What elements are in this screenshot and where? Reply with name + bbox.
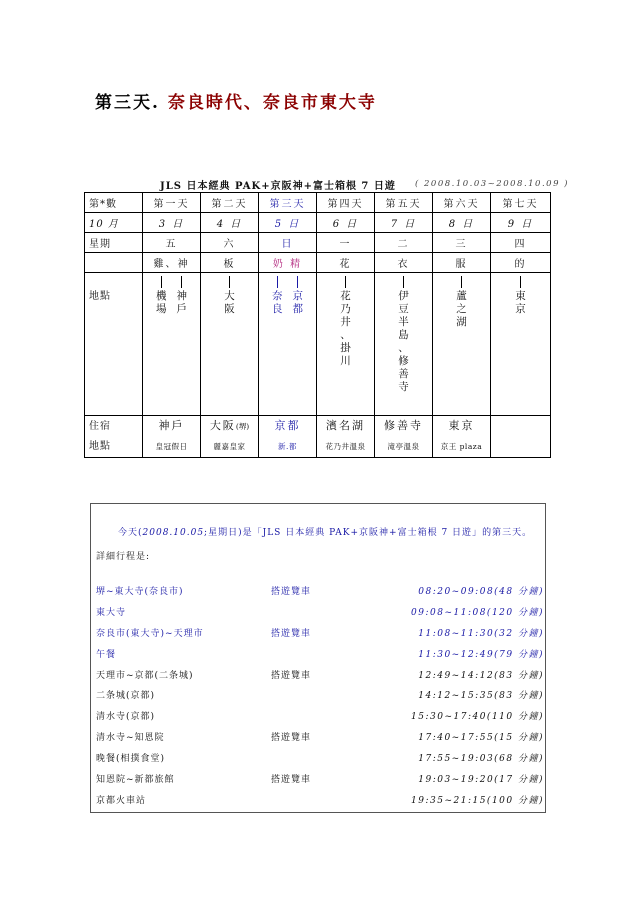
itinerary-list: [96, 584, 544, 814]
place-vertical: 伊 豆 半 島 、 修 善 寺: [398, 276, 409, 415]
itinerary-row: [96, 626, 544, 647]
table-cell: [85, 416, 143, 458]
itinerary-row: [96, 751, 544, 772]
table-cell: 第*數: [85, 193, 143, 213]
stay-city: 京都: [274, 419, 301, 432]
itinerary-time: 12:49~14:12(83 分鐘): [418, 670, 544, 681]
table-cell: 第六天: [433, 193, 491, 213]
itinerary-place: 京都火車站: [96, 795, 147, 806]
table-cell-current-day: 第三天: [259, 193, 317, 213]
itinerary-time: 11:08~11:30(32 分鐘): [418, 628, 544, 639]
stay-hotel: 新.都: [278, 442, 297, 451]
row-theme: [85, 253, 551, 273]
itinerary-place: 奈良市(東大寺)~天理市: [96, 628, 204, 639]
itinerary-row: [96, 730, 544, 751]
intro-line-2: 詳細行程是:: [96, 552, 151, 562]
table-cell: 三: [433, 233, 491, 253]
row-days: [85, 193, 551, 213]
table-cell: 星期: [85, 233, 143, 253]
itinerary-time: 08:20~09:08(48 分鐘): [418, 587, 544, 597]
place-vertical: 京 都: [293, 276, 304, 415]
place-cell: [201, 273, 259, 416]
stay-cell: [317, 416, 375, 458]
table-cell: 花: [317, 253, 375, 273]
itinerary-time: 19:03~19:20(17 分鐘): [418, 775, 544, 786]
title-day: 第三天.: [95, 93, 160, 113]
itinerary-time: 17:55~19:03(68 分鐘): [418, 754, 544, 765]
table-cell: 一: [317, 233, 375, 253]
itinerary-time: 15:30~17:40(110 分鐘): [411, 712, 544, 723]
table-cell: 4 日: [201, 213, 259, 233]
table-cell: 第五天: [375, 193, 433, 213]
table-cell: 第二天: [201, 193, 259, 213]
place-vertical: 花 乃 井 、 掛 川: [340, 276, 351, 415]
table-cell: 7 日: [375, 213, 433, 233]
itinerary-transport: 搭遊覽車: [271, 775, 312, 786]
stay-cell: [143, 416, 201, 458]
schedule-date-range: ( 2008.10.03~2008.10.09 ): [415, 179, 569, 189]
itinerary-transport: 搭遊覽車: [271, 733, 312, 744]
itinerary-place: 晚餐(相撲食堂): [96, 754, 166, 765]
table-cell: [85, 253, 143, 273]
stay-cell: [201, 416, 259, 458]
itinerary-row: [96, 584, 544, 605]
intro-line: 今天(2008.10.05;星期日)是「JLS 日本經典 PAK+京阪神+富士箱根 7 日遊」的第三天。: [118, 528, 533, 538]
itinerary-place: 東大寺: [96, 607, 127, 618]
stay-city: 東京: [448, 419, 475, 432]
table-cell: 第四天: [317, 193, 375, 213]
table-cell: 六: [201, 233, 259, 253]
table-cell: 雞、神: [143, 253, 201, 273]
stay-city: 神戶: [158, 419, 185, 432]
itinerary-place: 堺~東大寺(奈良市): [96, 587, 184, 597]
stay-hotel: 皇冠假日: [155, 442, 188, 451]
stay-cell: [433, 416, 491, 458]
itinerary-row: [96, 668, 544, 689]
table-cell: 3 日: [143, 213, 201, 233]
stay-cell: [375, 416, 433, 458]
stay-cell: [491, 416, 551, 458]
place-vertical: 大 阪: [224, 276, 235, 415]
place-cell-current-day: [259, 273, 317, 416]
place-cell: [317, 273, 375, 416]
place-cell: [433, 273, 491, 416]
itinerary-time: 14:12~15:35(83 分鐘): [418, 691, 544, 702]
itinerary-time: 09:08~11:08(120 分鐘): [411, 607, 544, 618]
itinerary-row: [96, 647, 544, 668]
place-cell: [491, 273, 551, 416]
table-cell: 第一天: [143, 193, 201, 213]
table-cell: 二: [375, 233, 433, 253]
itinerary-place: 清水寺(京都): [96, 712, 156, 723]
itinerary-place: 清水寺~知恩院: [96, 733, 165, 744]
itinerary-place: 天理市~京都(二条城): [96, 670, 194, 681]
table-cell: 第七天: [491, 193, 551, 213]
stay-hotel: 麗嘉皇家: [213, 442, 246, 451]
place-vertical: 神 戶: [177, 276, 188, 415]
row-places: [85, 273, 551, 416]
place-vertical: 機 場: [156, 276, 167, 415]
place-vertical: 蘆 之 湖: [456, 276, 467, 415]
row-stay: [85, 416, 551, 458]
schedule-table: [84, 192, 551, 458]
table-cell: 服: [433, 253, 491, 273]
stay-hotel: 花乃井溫泉: [325, 442, 366, 451]
itinerary-place: 知恩院~新都旅館: [96, 775, 175, 786]
stay-city: 修善寺: [384, 419, 423, 432]
stay-label-2: 地點: [89, 440, 111, 452]
itinerary-transport: 搭遊覽車: [271, 628, 312, 639]
itinerary-row: [96, 688, 544, 709]
table-cell: 衣: [375, 253, 433, 273]
stay-hotel: 滝亭溫泉: [387, 442, 420, 451]
schedule-header: JLS 日本經典 PAK+京阪神+富士箱根 7 日遊: [160, 181, 396, 192]
stay-label-1: 住宿: [89, 420, 111, 432]
row-dates: [85, 213, 551, 233]
table-cell: 五: [143, 233, 201, 253]
itinerary-time: 11:30~12:49(79 分鐘): [418, 649, 544, 660]
itinerary-time: 17:40~17:55(15 分鐘): [418, 733, 544, 744]
stay-cell-current-day: [259, 416, 317, 458]
table-cell: 四: [491, 233, 551, 253]
page-title: [95, 88, 377, 113]
table-cell: 9 日: [491, 213, 551, 233]
stay-hotel: 京王 plaza: [440, 442, 483, 451]
table-cell-current-day: 奶 精: [259, 253, 317, 273]
row-weekday: [85, 233, 551, 253]
itinerary-place: 二条城(京都): [96, 691, 156, 702]
table-cell: 板: [201, 253, 259, 273]
stay-city: 濱名湖: [326, 419, 365, 432]
place-cell: [375, 273, 433, 416]
stay-city: 大阪(堺): [209, 419, 250, 432]
itinerary-row: [96, 709, 544, 730]
table-cell-current-day: 日: [259, 233, 317, 253]
table-cell: 10 月: [85, 213, 143, 233]
table-cell: 的: [491, 253, 551, 273]
itinerary-row: [96, 605, 544, 626]
itinerary-time: 19:35~21:15(100 分鐘): [411, 795, 544, 806]
table-cell-current-day: 5 日: [259, 213, 317, 233]
place-vertical: 奈 良: [272, 276, 283, 415]
place-cell: [143, 273, 201, 416]
place-vertical: 東 京: [515, 276, 526, 415]
title-subject: 奈良時代、奈良市東大寺: [167, 93, 377, 113]
itinerary-transport: 搭遊覽車: [271, 670, 312, 681]
table-cell: 6 日: [317, 213, 375, 233]
table-cell: 地點: [85, 273, 143, 416]
itinerary-place: 午餐: [96, 649, 117, 660]
table-cell: 8 日: [433, 213, 491, 233]
itinerary-transport: 搭遊覽車: [271, 587, 312, 597]
itinerary-row: [96, 793, 544, 814]
itinerary-row: [96, 772, 544, 793]
